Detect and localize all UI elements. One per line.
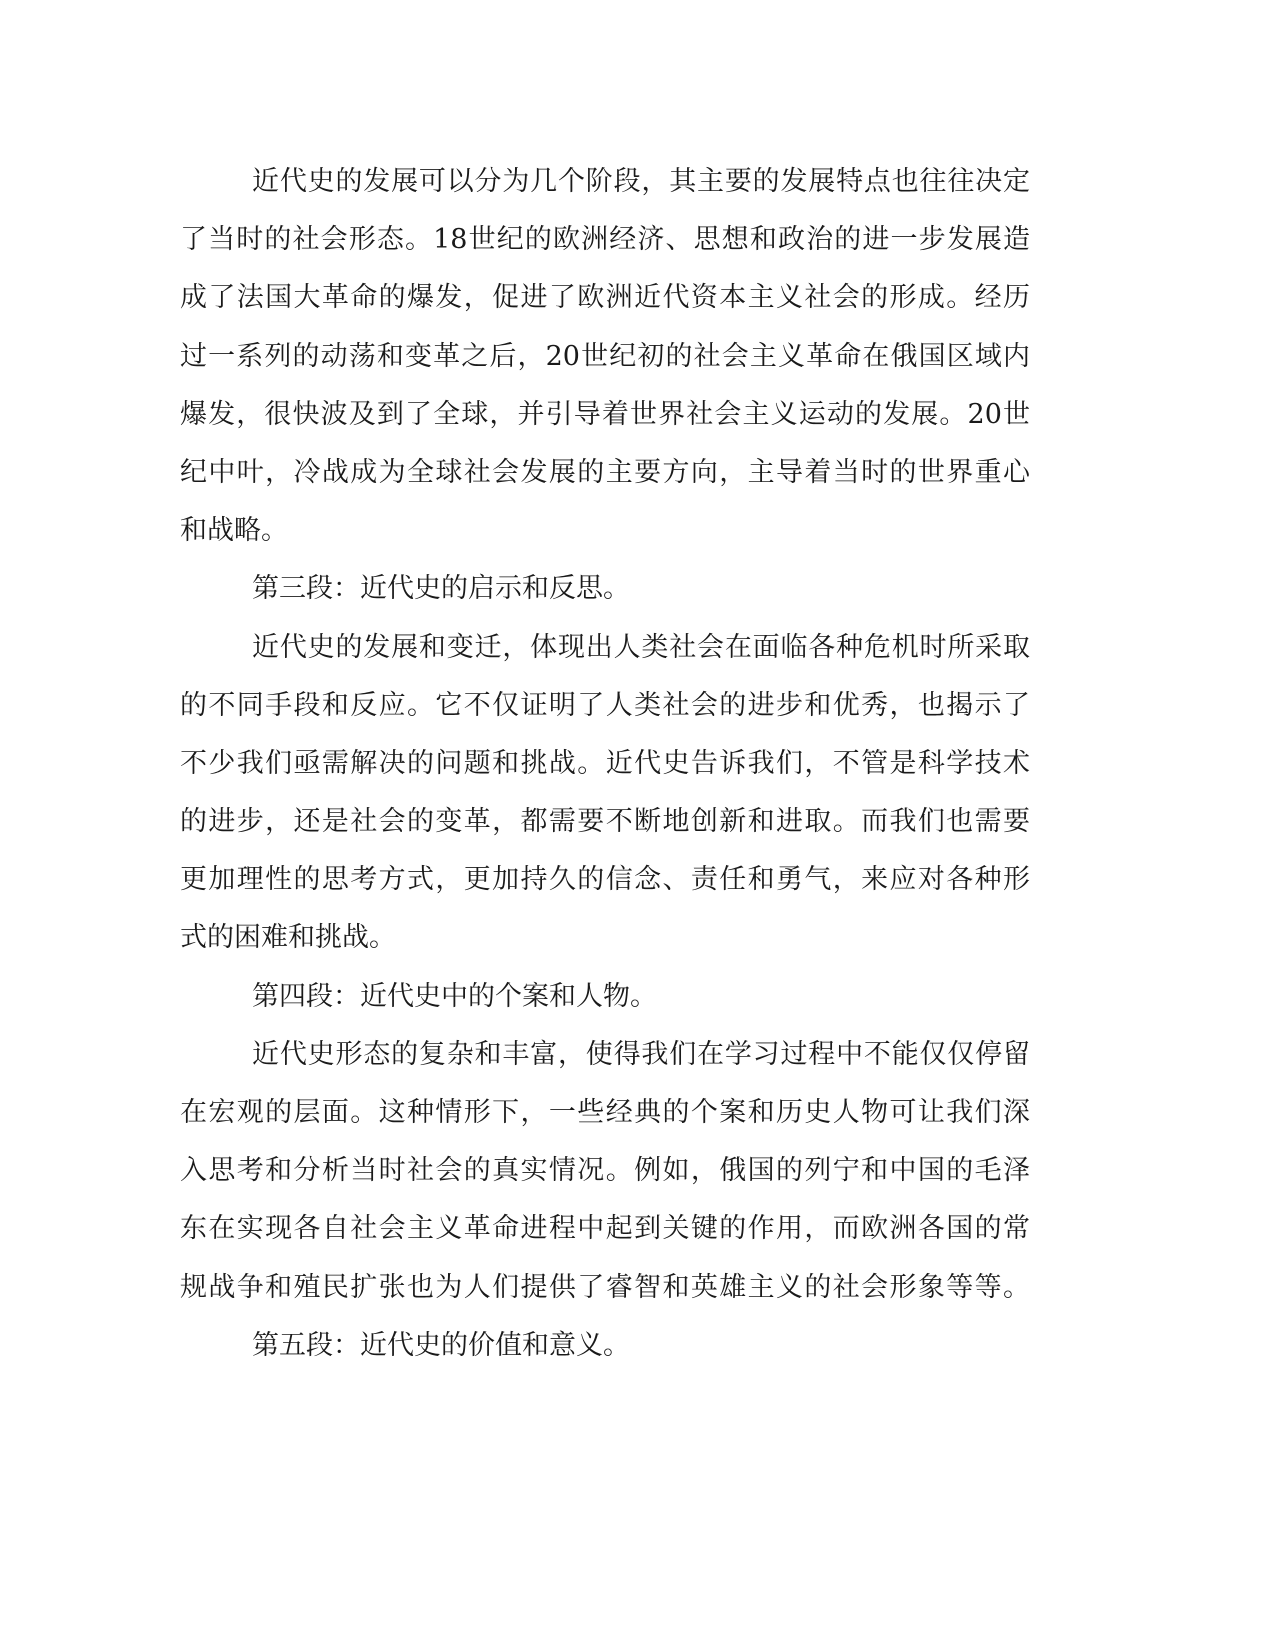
- paragraph-line: 近代史的发展可以分为几个阶段，其主要的发展特点也往往决定: [252, 166, 1030, 197]
- paragraph-line: 和战略。: [180, 515, 288, 547]
- paragraph-line: 规战争和殖民扩张也为人们提供了睿智和英雄主义的社会形象等等。: [180, 1271, 1030, 1303]
- paragraph-line: 过一系列的动荡和变革之后，20世纪初的社会主义革命在俄国区域内: [180, 340, 1030, 372]
- paragraph-line: 式的困难和挑战。: [180, 922, 396, 954]
- paragraph-line: 的进步，还是社会的变革，都需要不断地创新和进取。而我们也需要: [180, 806, 1030, 838]
- paragraph-line: 更加理性的思考方式，更加持久的信念、责任和勇气，来应对各种形: [180, 864, 1030, 896]
- paragraph-line: 纪中叶，冷战成为全球社会发展的主要方向，主导着当时的世界重心: [180, 456, 1030, 488]
- paragraph-line: 近代史形态的复杂和丰富，使得我们在学习过程中不能仅仅停留: [252, 1038, 1030, 1070]
- paragraph-line: 了当时的社会形态。18世纪的欧洲经济、思想和政治的进一步发展造: [180, 224, 1030, 256]
- document-page: [180, 153, 1030, 1375]
- section-heading: 第四段：近代史中的个案和人物。: [252, 980, 657, 1012]
- paragraph-line: 不少我们亟需解决的问题和挑战。近代史告诉我们，不管是科学技术: [180, 747, 1030, 779]
- section-heading: 第五段：近代史的价值和意义。: [252, 1329, 630, 1361]
- paragraph-line: 爆发，很快波及到了全球，并引导着世界社会主义运动的发展。20世: [180, 398, 1030, 430]
- paragraph-line: 近代史的发展和变迁，体现出人类社会在面临各种危机时所采取: [252, 631, 1030, 663]
- paragraph-line: 成了法国大革命的爆发，促进了欧洲近代资本主义社会的形成。经历: [180, 282, 1030, 314]
- paragraph-line: 的不同手段和反应。它不仅证明了人类社会的进步和优秀，也揭示了: [180, 689, 1030, 721]
- paragraph-line: 在宏观的层面。这种情形下，一些经典的个案和历史人物可让我们深: [180, 1097, 1030, 1128]
- paragraph-line: 东在实现各自社会主义革命进程中起到关键的作用，而欧洲各国的常: [180, 1213, 1030, 1245]
- paragraph-line: 入思考和分析当时社会的真实情况。例如，俄国的列宁和中国的毛泽: [180, 1155, 1030, 1187]
- section-heading: 第三段：近代史的启示和反思。: [252, 573, 630, 605]
